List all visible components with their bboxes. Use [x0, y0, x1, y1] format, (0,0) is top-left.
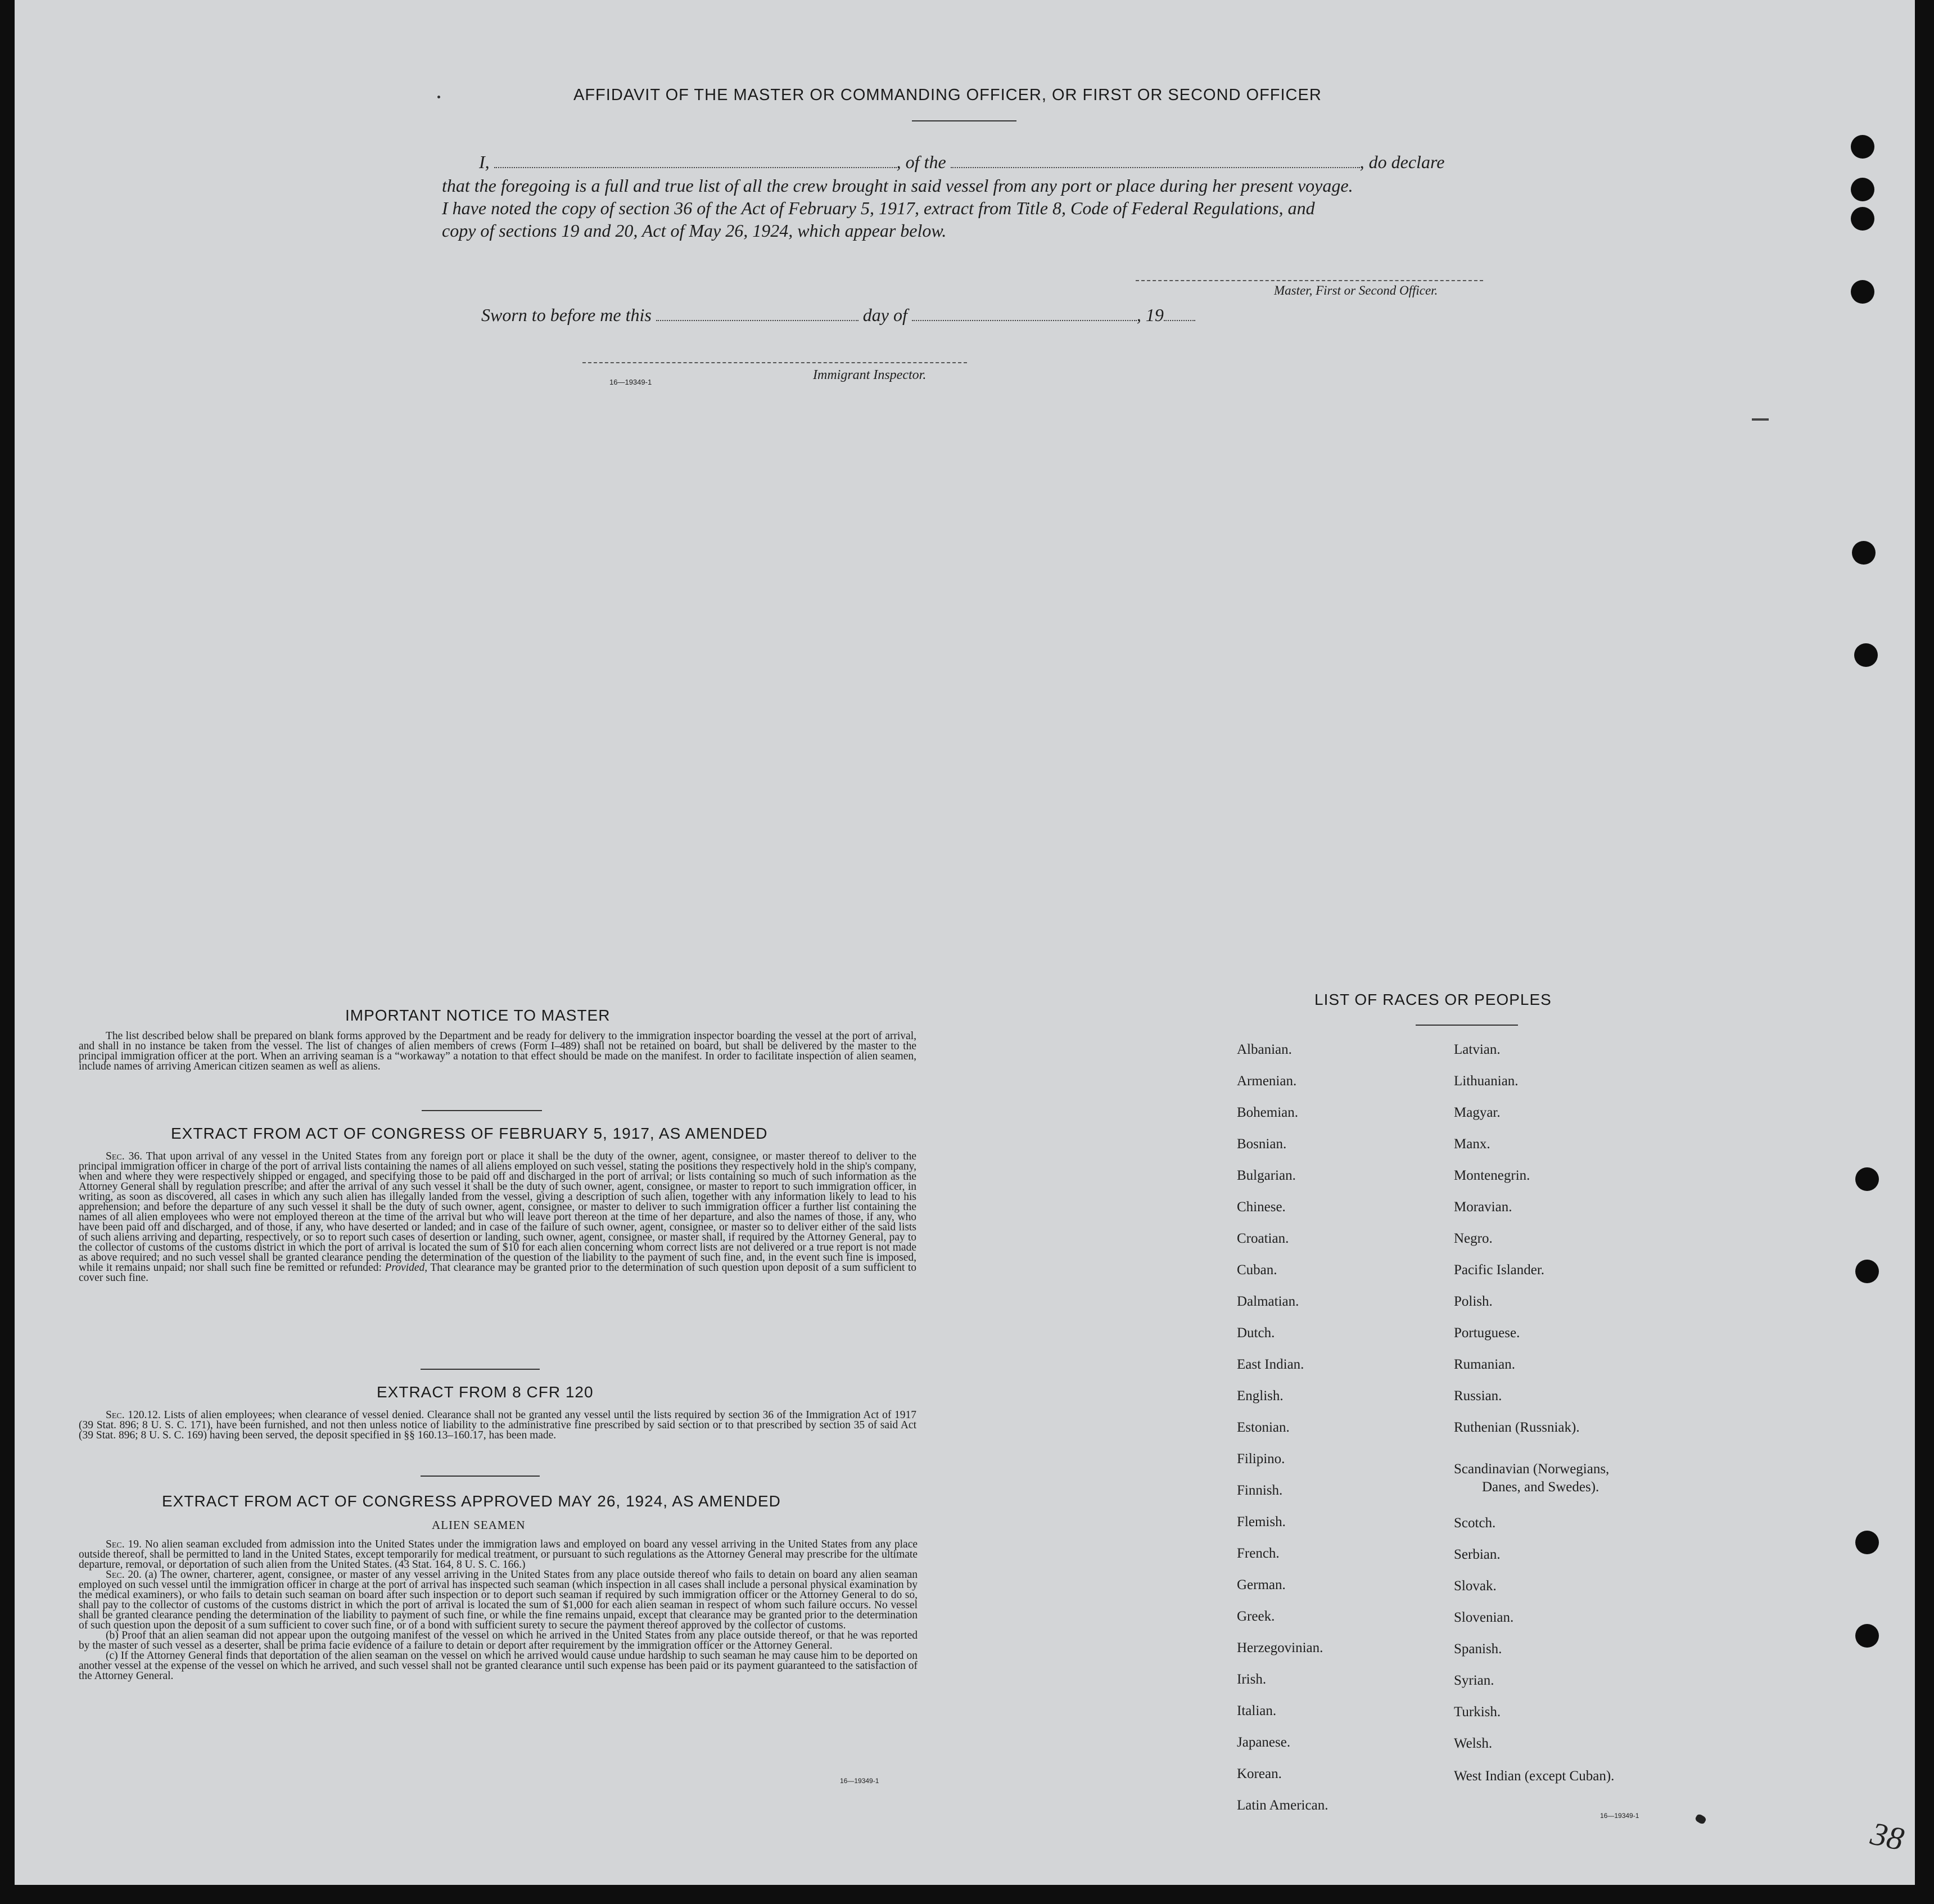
race-item-continued: Danes, and Swedes).	[1482, 1479, 1599, 1495]
race-item: Filipino.	[1237, 1451, 1285, 1467]
section-20-label: Sec. 20.	[106, 1569, 142, 1581]
race-item: Irish.	[1237, 1672, 1267, 1687]
races-title: LIST OF RACES OR PEOPLES	[1314, 991, 1552, 1008]
race-item: Serbian.	[1454, 1547, 1501, 1562]
race-item: Latvian.	[1454, 1042, 1501, 1057]
race-item: Bohemian.	[1237, 1105, 1299, 1120]
section-36-end: That clearance may be granted prior to the determination of such question upon deposit of a sum sufficient to cover such fine.	[79, 1262, 916, 1284]
race-item: Slovenian.	[1454, 1610, 1514, 1625]
extract-cfr-rule	[421, 1476, 540, 1477]
document-sheet	[15, 0, 1915, 1885]
race-item: Finnish.	[1237, 1483, 1283, 1498]
race-item: Scandinavian (Norwegians,	[1454, 1461, 1610, 1477]
affidavit-line-4: copy of sections 19 and 20, Act of May 26, 1924, which appear below.	[442, 220, 947, 241]
affidavit-line-3: I have noted the copy of section 36 of the Act of February 5, 1917, extract from Title 8, Code of Federal Regulations, and	[442, 198, 1315, 218]
race-item: Cuban.	[1237, 1262, 1277, 1278]
punch-hole	[1851, 280, 1874, 304]
race-item: Korean.	[1237, 1766, 1282, 1781]
day-of-label: day of	[862, 305, 907, 325]
race-item: Pacific Islander.	[1454, 1262, 1545, 1278]
section-20a-paragraph	[79, 1570, 918, 1631]
handwritten-page-number: 38	[1867, 1815, 1908, 1858]
race-item: Croatian.	[1237, 1231, 1289, 1246]
race-item: Japanese.	[1237, 1735, 1291, 1750]
extract-1917-title: EXTRACT FROM ACT OF CONGRESS OF FEBRUARY 5, 1917, AS AMENDED	[171, 1125, 768, 1142]
section-20a-body: (a) The owner, charterer, agent, consignee, or master of any vessel arriving in the United States from any place outside thereof who fails to detain on board any alien seaman employed on such vessel until the immigration officer in charge at the port of arrival has inspected such seaman (which inspection in all cases shall include a personal physical examination by the medical examiners), or who fails to detain such seaman on board after such inspection or to deport such seaman if required by such immigration officer or the Attorney General to do so, shall pay to the collector of customs of the customs district in which the port of arrival is located the sum of $1,000 for each alien seaman in respect of whom such failure occurs. No vessel shall be granted clearance pending the determination of the liability to payment of such fine, or while the fine remains unpaid, except that clearance may be granted prior to the determination of such question upon the deposit of a sum sufficient to cover such fine, or of a bond with sufficient surety to secure the payment thereof approved by the collector of customs.	[79, 1569, 918, 1631]
affidavit-line-1	[479, 151, 1444, 173]
race-item: Latin American.	[1237, 1798, 1329, 1813]
race-item: English.	[1237, 1388, 1284, 1404]
race-item: Ruthenian (Russniak).	[1454, 1420, 1580, 1435]
race-item: Negro.	[1454, 1231, 1493, 1246]
punch-hole	[1855, 1624, 1879, 1648]
race-item: Turkish.	[1454, 1704, 1501, 1720]
punch-hole	[1851, 207, 1874, 231]
scan-speck	[1752, 418, 1769, 421]
race-item: German.	[1237, 1577, 1286, 1592]
race-item: Flemish.	[1237, 1514, 1286, 1529]
master-signature-line[interactable]	[1136, 280, 1483, 281]
punch-hole	[1851, 135, 1874, 159]
race-item: Dutch.	[1237, 1325, 1275, 1341]
extract-form-number: 16—19349-1	[840, 1777, 879, 1785]
race-item: Portuguese.	[1454, 1325, 1520, 1341]
provided-word: Provided,	[385, 1262, 428, 1274]
scan-speck	[437, 96, 440, 98]
sworn-month-field[interactable]	[912, 319, 1137, 321]
punch-hole	[1855, 1167, 1879, 1191]
race-item: Bosnian.	[1237, 1136, 1287, 1152]
race-item: Montenegrin.	[1454, 1168, 1530, 1183]
declarant-prefix: I,	[479, 152, 490, 172]
race-item: Scotch.	[1454, 1515, 1496, 1531]
race-item: Greek.	[1237, 1609, 1275, 1624]
master-caption: Master, First or Second Officer.	[1274, 283, 1438, 297]
declarant-name-field[interactable]	[494, 166, 897, 168]
section-20c-paragraph: (c) If the Attorney General finds that deportation of the alien seaman on the vessel on which he arrived would cause undue hardship to such seaman he may cause him to be deported on another vessel at the expense of the vessel on which he arrived, and such vessel shall not be granted clearance until such expense has been paid or its payment guaranteed to the satisfaction of the Attorney General.	[79, 1650, 918, 1682]
extract-1924-title: EXTRACT FROM ACT OF CONGRESS APPROVED MAY 26, 1924, AS AMENDED	[162, 1492, 781, 1510]
section-19-body: No alien seaman excluded from admission into the United States under the immigration laws and employed on board any vessel arriving in the United States from any place outside thereof, shall be permitted to land in the United States, except temporarily for medical treatment, or pursuant to such regulations as the Attorney General may prescribe for the ultimate departure, removal, or deportation of such alien from the United States. (43 Stat. 164, 8 U. S. C. 166.)	[79, 1538, 918, 1571]
extract-1924-text	[79, 1540, 918, 1681]
section-36-label: Sec. 36.	[106, 1150, 142, 1162]
extract-cfr-text	[79, 1410, 916, 1441]
affidavit-form-number: 16—19349-1	[609, 378, 652, 386]
punch-hole	[1851, 178, 1874, 201]
section-120-body: Lists of alien employees; when clearance of vessel denied. Clearance shall not be granted any vessel until the lists required by section 36 of the Immigration Act of 1917 (39 Stat. 896; 8 U. S. C. 171), have been furnished, and not then unless notice of liability to the administrative fine prescribed by said section or to that prescribed by section 35 of said Act (39 Stat. 896; 8 U. S. C. 169) having been served, the deposit specified in §§ 160.13–160.17, has been made.	[79, 1409, 916, 1441]
race-item: Rumanian.	[1454, 1357, 1516, 1372]
section-20b-paragraph: (b) Proof that an alien seaman did not appear upon the outgoing manifest of the vessel on which he arrived in the United States from any place outside thereof, or that he was reported by the master of such vessel as a deserter, shall be prima facie evidence of a failure to detain or deport after requirement by the immigration officer or the Attorney General.	[79, 1630, 918, 1652]
vessel-name-field[interactable]	[951, 166, 1360, 168]
section-120-label: Sec. 120.12.	[106, 1409, 161, 1421]
race-item: Slovak.	[1454, 1578, 1497, 1594]
sworn-year-field[interactable]	[1164, 319, 1195, 321]
section-36-body: That upon arrival of any vessel in the United States from any foreign port or place it shall be the duty of the owner, agent, consignee, or master thereof to deliver to the principal immigration officer in charge of the port of arrival lists containing the names of all aliens employed on such vessel, stating the positions they respectively hold in the ship's company, when and where they were respectively shipped or engaged, and specifying those to be paid off and discharged in the port of arrival; or lists containing so much of such information as the Attorney General shall by regulation prescribe; and after the arrival of any such vessel it shall be the duty of such owner, agent, consignee, or master to report to such immigration officer, in writing, as soon as discovered, all cases in which any such alien has illegally landed from the vessel, giving a description of such alien, together with any information likely to lead to his apprehension; and before the departure of any such vessel it shall be the duty of such owner, agent, consignee, or master to deliver to such immigration officer a further list containing the names of all alien employees who were not employed thereon at the time of the arrival but who will leave port thereon at the time of her departure, and also the names of those, if any, who have been paid off and discharged, and of those, if any, who have deserted or landed; and in case of the failure of such owner, agent, consignee, or master so to deliver either of the said lists of such aliens arriving and departing, respectively, or so to report such cases of desertion or landing, such owner, agent, consignee, or master shall, if required by the Attorney General, pay to the collector of customs of the customs district in which the port of arrival is located the sum of $10 for each alien concerning whom correct lists are not delivered or a true report is not made as above required; and no such vessel shall be granted clearance pending the determination of the question of the liability to the payment of such fine, and, in the event such fine is imposed, while it remains unpaid; nor shall such fine be remitted or refunded:	[79, 1150, 916, 1274]
year-label: , 19	[1136, 305, 1164, 325]
affidavit-line-2: that the foregoing is a full and true list of all the crew brought in said vessel from any port or place during her present voyage.	[442, 175, 1353, 196]
race-item: Magyar.	[1454, 1105, 1501, 1120]
punch-hole	[1855, 1260, 1879, 1283]
race-item: Bulgarian.	[1237, 1168, 1296, 1183]
section-19-paragraph	[79, 1540, 918, 1570]
scan-speck	[1694, 1813, 1707, 1825]
races-form-number: 16—19349-1	[1600, 1812, 1639, 1820]
affidavit-title: AFFIDAVIT OF THE MASTER OR COMMANDING OFFICER, OR FIRST OR SECOND OFFICER	[573, 86, 1322, 104]
race-item: Chinese.	[1237, 1199, 1286, 1215]
do-declare-label: , do declare	[1359, 152, 1445, 172]
race-item: Moravian.	[1454, 1199, 1512, 1215]
sworn-line	[481, 304, 1195, 326]
race-item: French.	[1237, 1546, 1280, 1561]
race-item: Dalmatian.	[1237, 1294, 1299, 1309]
race-item: East Indian.	[1237, 1357, 1304, 1372]
inspector-signature-line[interactable]	[582, 362, 967, 363]
sworn-day-field[interactable]	[656, 319, 858, 321]
race-item: Armenian.	[1237, 1073, 1297, 1089]
race-item: Russian.	[1454, 1388, 1502, 1404]
race-item: Lithuanian.	[1454, 1073, 1519, 1089]
extract-1917-text	[79, 1152, 916, 1283]
sworn-label: Sworn to before me this	[481, 305, 652, 325]
notice-rule	[422, 1110, 542, 1111]
punch-hole	[1855, 1531, 1879, 1554]
extract-1917-rule	[421, 1369, 540, 1370]
race-item: Manx.	[1454, 1136, 1490, 1152]
race-item: Estonian.	[1237, 1420, 1290, 1435]
race-item: Albanian.	[1237, 1042, 1292, 1057]
notice-title: IMPORTANT NOTICE TO MASTER	[345, 1007, 611, 1024]
section-19-label: Sec. 19.	[106, 1538, 142, 1550]
punch-hole	[1854, 643, 1878, 667]
race-item: Herzegovinian.	[1237, 1640, 1323, 1655]
of-the-label: , of the	[896, 152, 946, 172]
notice-paragraph: The list described below shall be prepared on blank forms approved by the Department and be ready for delivery to the immigration inspector boarding the vessel at the port of arrival, and shall in no instance be taken from the vessel. The list of changes of alien members of crews (Form I–489) shall not be retained on board, but shall be delivered by the master to the principal immigration officer at the port. When an arriving seaman is a “workaway” a notation to that effect should be made on the manifest. In order to facilitate inspection of alien seamen, include names of arriving American citizen seamen as well as aliens.	[79, 1030, 916, 1072]
races-rule	[1416, 1025, 1518, 1026]
race-item: Welsh.	[1454, 1736, 1493, 1751]
race-item: Spanish.	[1454, 1641, 1502, 1657]
notice-text	[79, 1031, 916, 1072]
race-item: Polish.	[1454, 1294, 1493, 1309]
inspector-caption: Immigrant Inspector.	[813, 368, 927, 382]
race-item: West Indian (except Cuban).	[1454, 1768, 1615, 1784]
race-item: Syrian.	[1454, 1673, 1494, 1688]
section-120-paragraph	[79, 1410, 916, 1441]
alien-seamen-subtitle: ALIEN SEAMEN	[432, 1518, 526, 1532]
title-rule	[912, 120, 1016, 121]
race-item: Italian.	[1237, 1703, 1277, 1718]
punch-hole	[1852, 541, 1876, 565]
section-36-paragraph	[79, 1152, 916, 1283]
extract-cfr-title: EXTRACT FROM 8 CFR 120	[377, 1383, 594, 1401]
